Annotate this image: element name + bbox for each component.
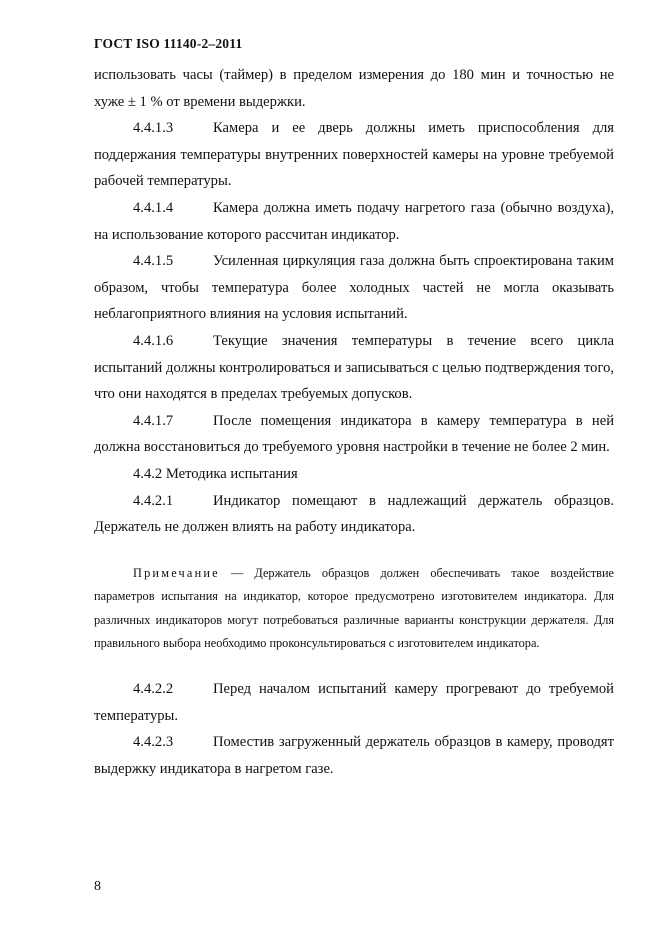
document-header: ГОСТ ISO 11140-2–2011 [94, 36, 243, 51]
clause-4-4-1-7 [94, 408, 614, 461]
clause-number: 4.4.2.2 [133, 681, 174, 698]
clause-4-4-1-3 [94, 115, 614, 195]
note-text: Держатель образцов должен обеспечивать такое воздействие параметров испытания на индикатор, которое предусмотрено изготовителем индикатора. Для различных индикаторов могут потребоваться различные варианты конструкции держателя. Для правильного выбора необходимо проконсультироваться с изготовителем индикатора. [94, 565, 614, 651]
clause-text: Поместив загруженный держатель образцов в камеру, проводят выдержку индикатора в нагретом газе. [94, 734, 614, 777]
clause-4-4-2-2 [94, 676, 614, 729]
clause-number: 4.4.1.4 [133, 199, 174, 216]
clause-number: 4.4.1.7 [133, 412, 174, 429]
clause-text: Усиленная циркуляция газа должна быть спроектирована таким образом, чтобы температура более холодных частей не могла оказывать неблагоприятного влияния на условия испытаний. [94, 253, 614, 323]
clause-text: Камера должна иметь подачу нагретого газа (обычно воздуха), на использование которого рассчитан индикатор. [94, 199, 614, 243]
clause-4-4-2-1 [94, 488, 614, 541]
clause-text: Камера и ее дверь должны иметь приспособления для поддержания температуры внутренних поверхностей камеры на уровне требуемой рабочей температуры. [94, 120, 614, 190]
document-body [94, 62, 614, 782]
note-label: Примечание [133, 565, 220, 580]
clause-number: 4.4.1.5 [133, 253, 174, 270]
clause-4-4-1-6 [94, 328, 614, 408]
clause-text: После помещения индикатора в камеру температура в ней должна восстановиться до требуемого уровня настройки в течение не более 2 мин. [94, 412, 614, 456]
clause-text: Перед началом испытаний камеру прогревают до требуемой температуры. [94, 681, 614, 724]
clause-4-4-1-4 [94, 195, 614, 248]
clause-4-4-2-3 [94, 729, 614, 782]
clause-number: 4.4.1.6 [133, 332, 174, 349]
note-dash: — [219, 565, 255, 580]
page-number: 8 [94, 879, 101, 894]
clause-4-4-1-5 [94, 248, 614, 328]
clause-text: Индикатор помещают в надлежащий держатель образцов. Держатель не должен влиять на работу индикатора. [94, 492, 614, 536]
clause-number: 4.4.2.1 [133, 492, 174, 509]
paragraph-intro: использовать часы (таймер) в пределом измерения до 180 мин и точностью не хуже ± 1 % от времени выдержки. [94, 67, 614, 110]
clause-number: 4.4.2.3 [133, 734, 174, 751]
note-block [94, 562, 614, 656]
clause-number: 4.4.1.3 [133, 120, 174, 137]
section-heading-4-4-2: 4.4.2 Методика испытания [133, 465, 298, 482]
clause-text: Текущие значения температуры в течение всего цикла испытаний должны контролироваться и записываться с целью подтверждения того, что они находятся в пределах требуемых допусков. [94, 332, 615, 403]
